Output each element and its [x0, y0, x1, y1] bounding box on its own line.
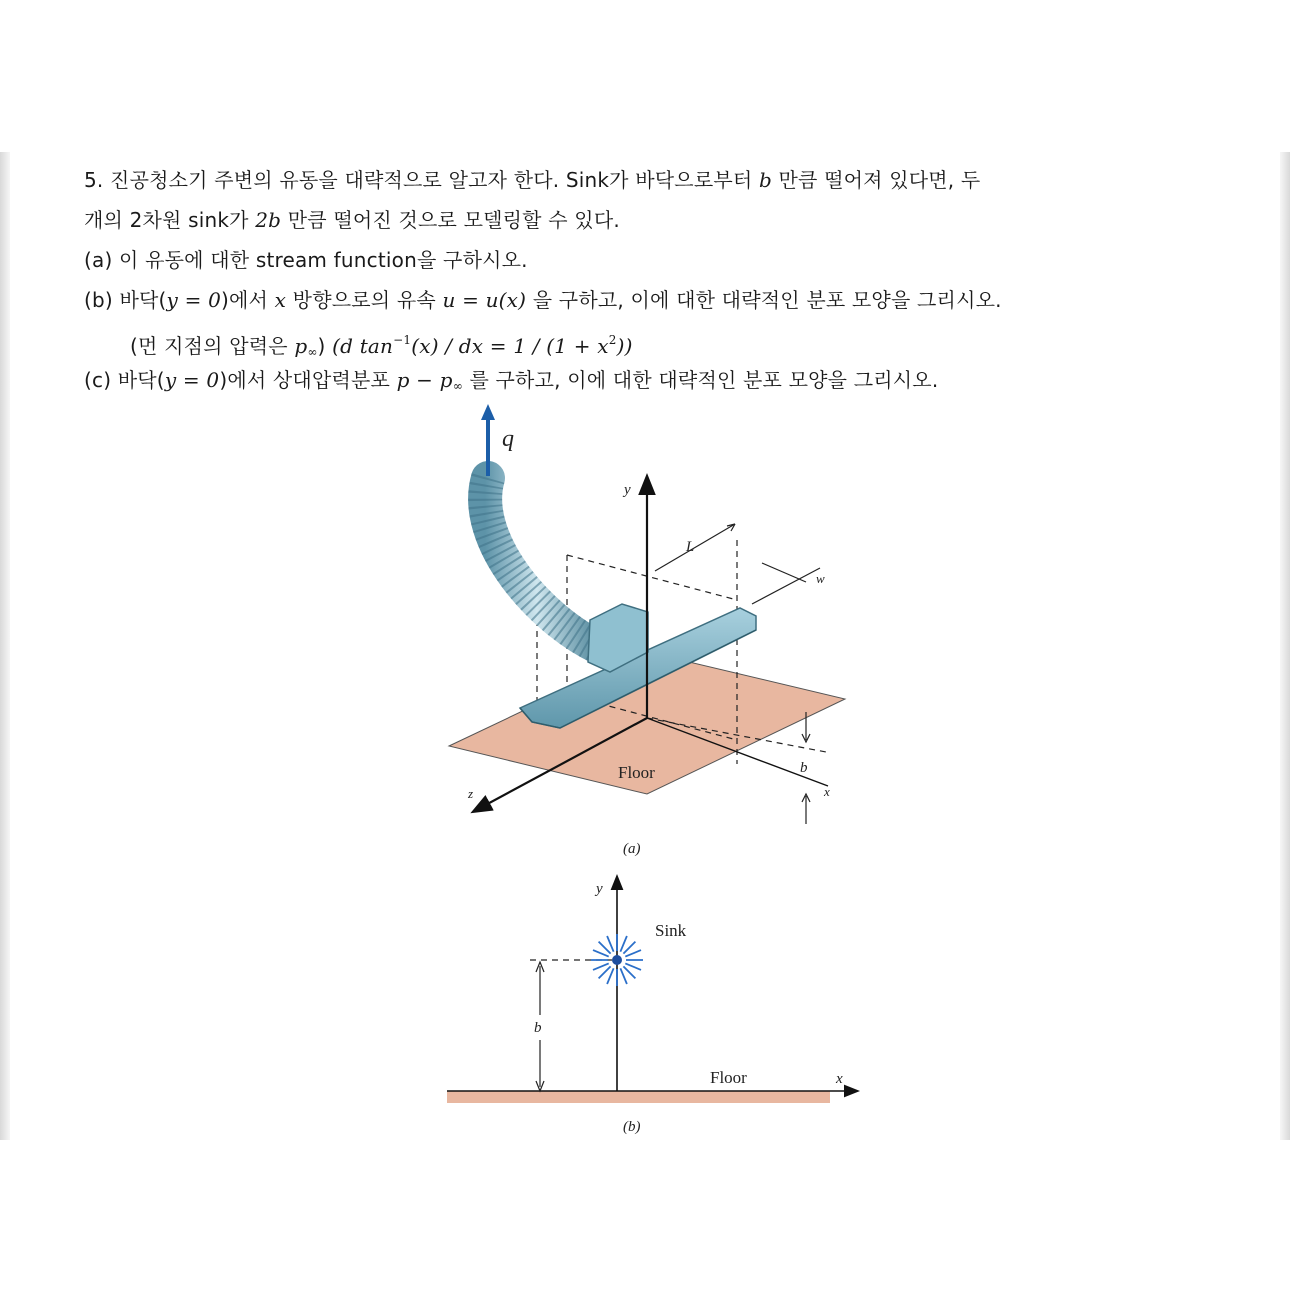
- problem-text: 개의 2차원 sink가: [84, 208, 249, 232]
- sink-ray: [599, 966, 611, 978]
- problem-number: 5.: [84, 168, 104, 192]
- var-b: b: [758, 168, 772, 192]
- part-a-label: (a): [84, 248, 113, 272]
- sink-ray: [625, 950, 641, 957]
- infinity-subscript: ∞: [307, 345, 318, 359]
- sink-ray: [607, 936, 614, 952]
- condition-y0: y = 0: [166, 288, 222, 312]
- part-a-text: 이 유동에 대한 stream function을 구하시오.: [119, 248, 528, 272]
- sink-height-dimension: [530, 960, 612, 1091]
- part-c-label: (c): [84, 368, 112, 392]
- sink-ray: [623, 966, 635, 978]
- width-label: w: [816, 571, 825, 586]
- dimension-L-arrow: [655, 524, 735, 571]
- y-axis-label: y: [624, 482, 631, 498]
- axes-b: [447, 882, 852, 1091]
- height-label: b: [800, 760, 808, 776]
- problem-text: 만큼 떨어진 것으로 모델링할 수 있다.: [287, 208, 620, 232]
- height-label-b: b: [534, 1020, 542, 1036]
- part-c-text: 바닥(: [117, 368, 165, 392]
- part-c-text: )에서 상대압력분포: [219, 368, 391, 392]
- floor-label-b: Floor: [710, 1068, 747, 1087]
- hint-formula-superscript: −1: [393, 333, 412, 347]
- part-c-text: 를 구하고, 이에 대한 대략적인 분포 모양을 그리시오.: [469, 368, 939, 392]
- sink-ray: [625, 963, 641, 970]
- sink-ray: [607, 968, 614, 984]
- figure-a-caption: (a): [623, 841, 641, 857]
- part-b-label: (b): [84, 288, 113, 312]
- hint-text: ): [317, 334, 326, 358]
- x-axis-label: x: [824, 784, 830, 799]
- hint-text: (먼 지점의 압력은: [130, 334, 288, 358]
- part-b-text: )에서: [221, 288, 269, 312]
- part-b-text: 을 구하고, 이에 대한 대략적인 분포 모양을 그리시오.: [532, 288, 1002, 312]
- hose: [485, 478, 600, 648]
- problem-text: 만큼 떨어져 있다면, 두: [778, 168, 981, 192]
- var-2b: 2b: [255, 208, 282, 232]
- sink-ray: [593, 963, 609, 970]
- problem-text: 진공청소기 주변의 유동을 대략적으로 알고자 한다. Sink가 바닥으로부터: [110, 168, 753, 192]
- condition-y0: y = 0: [164, 368, 220, 392]
- velocity-expr: u = u(x): [442, 288, 527, 312]
- hint-formula: (x) / dx = 1 / (1 + x: [411, 334, 609, 358]
- p-infinity: p: [294, 334, 308, 358]
- x-axis-label-b: x: [836, 1071, 843, 1087]
- pressure-expr: p − p: [396, 368, 453, 392]
- figure-b: [0, 870, 1290, 1150]
- figure-b-caption: (b): [623, 1119, 641, 1135]
- sink-ray: [599, 942, 611, 954]
- floor-label: Floor: [618, 763, 655, 782]
- sink-ray: [620, 968, 627, 984]
- flow-label: q: [502, 426, 514, 452]
- sink-ray: [623, 942, 635, 954]
- part-b-text: 바닥(: [119, 288, 167, 312]
- infinity-subscript: ∞: [452, 379, 463, 393]
- y-axis-label-b: y: [596, 881, 603, 897]
- floor-strip: [447, 1091, 830, 1103]
- sink-ray: [593, 950, 609, 957]
- sink-center: [612, 955, 622, 965]
- sink-ray: [620, 936, 627, 952]
- hint-formula: )): [616, 334, 633, 358]
- var-x: x: [274, 288, 287, 312]
- hint-formula: (d tan: [332, 334, 394, 358]
- length-label: L: [686, 539, 695, 555]
- dimension-w-arrows: [752, 563, 820, 604]
- z-axis-label: z: [468, 786, 474, 801]
- part-b-text: 방향으로의 유속: [292, 288, 436, 312]
- hint-formula-superscript: 2: [608, 333, 617, 347]
- sink-label: Sink: [655, 921, 687, 940]
